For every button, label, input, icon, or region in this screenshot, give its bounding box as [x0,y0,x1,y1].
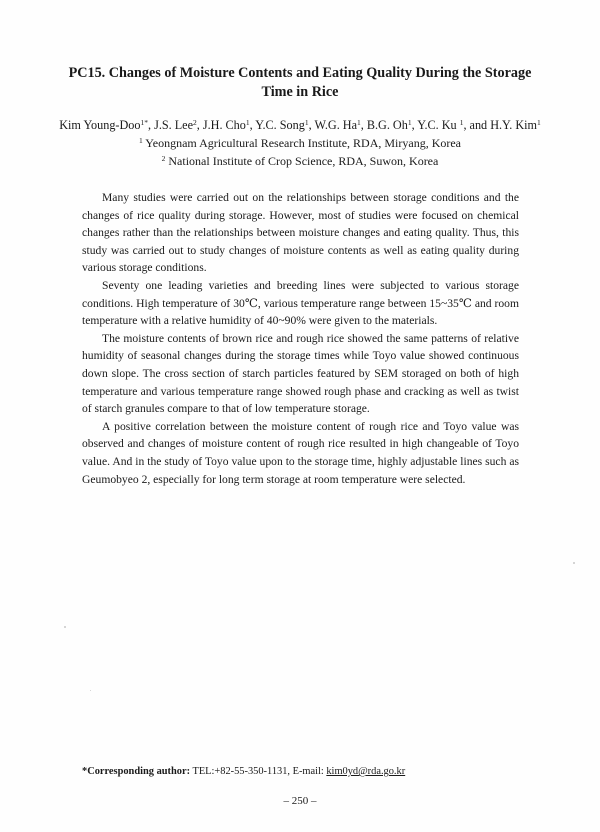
author-separator: , [196,118,203,132]
scan-speck [64,626,66,628]
title-line-2: Time in Rice [261,84,339,100]
author-affiliation-marker: 2 [193,118,197,127]
author-affiliation-marker: 1 [304,118,309,127]
author-name: Y.C. Song [255,118,305,132]
author-name: J.S. Lee [154,118,194,132]
title-line-1: PC15. Changes of Moisture Contents and Eating Quality During the Storage [68,65,532,81]
author-separator: , [360,118,367,132]
abstract-body [82,189,519,488]
author-list [40,117,560,133]
author-name: H.Y. Kim [490,118,538,132]
author-separator: , and [463,118,491,132]
author-affiliation-marker: 1 [245,118,250,127]
author-name: Y.C. Ku [417,118,460,132]
author-affiliation-marker: 1 [537,118,541,127]
author-separator: , [147,118,155,132]
affiliation-text: Yeongnam Agricultural Research Institute, RDA, Miryang, Korea [142,136,462,150]
author-separator: , [411,118,418,132]
abstract-paragraph-4: A positive correlation between the moisture content of rough rice and Toyo value was observed and changes of moisture content of rough rice resulted in high changeable of Toyo value. And in the study of Toyo value upon to the storage time, highly adjustable lines such as Geumobyeo 2, especially for long term storage at room temperature were selected. [82,419,519,486]
scan-speck [573,562,575,564]
author-name: Kim Young-Doo [59,118,141,132]
author-name: W.G. Ha [314,118,358,132]
author-name: J.H. Cho [202,118,246,132]
author-separator: , [249,118,256,132]
corresponding-author-email[interactable]: kim0yd@rda.go.kr [326,766,406,777]
author-affiliation-marker: 1* [140,118,148,127]
author-affiliation-marker: 1 [357,118,361,127]
abstract-paragraph-1: Many studies were carried out on the relationships between storage conditions and the changes of rice quality during storage. However, most of studies were focused on chemical changes rather than the relationships between moisture changes and eating quality. Thus, this study was carried out to study changes of moisture contents as well as eating quality during various storage conditions. [82,191,519,275]
affiliation-marker: 1 [138,136,143,145]
corresponding-author-note [82,765,405,779]
paper-title [60,64,540,102]
affiliation-2 [60,153,540,169]
abstract-paragraph-2: Seventy one leading varieties and breeding lines were subjected to various storage conditions. High temperature of 30℃, various temperature range between 15~35℃ and room temperature with a relative humidity of 40~90% were given to the materials. [82,278,519,328]
abstract-paragraph-3: The moisture contents of brown rice and rough rice showed the same patterns of relative humidity of seasonal changes during the storage times while Toyo value showed continuous down slope. The cross section of starch particles featured by SEM storaged on both of high temperature and various temperature range showed rough phase and cracking as well as twist of starch granules compare to that of low temperature storage. [82,331,519,416]
corresponding-author-contact: TEL:+82-55-350-1131, E-mail: [190,766,327,777]
affiliation-marker: 2 [161,154,166,163]
author-affiliation-marker: 1 [407,118,412,127]
affiliation-1 [60,135,540,151]
author-affiliation-marker: 1 [459,118,464,127]
corresponding-author-label: *Corresponding author: [82,766,191,777]
author-separator: , [308,118,315,132]
affiliation-text: National Institute of Crop Science, RDA, Suwon, Korea [165,154,439,168]
scan-speck [90,690,91,691]
page-number: – 250 – [283,795,317,807]
author-name: B.G. Oh [366,118,408,132]
